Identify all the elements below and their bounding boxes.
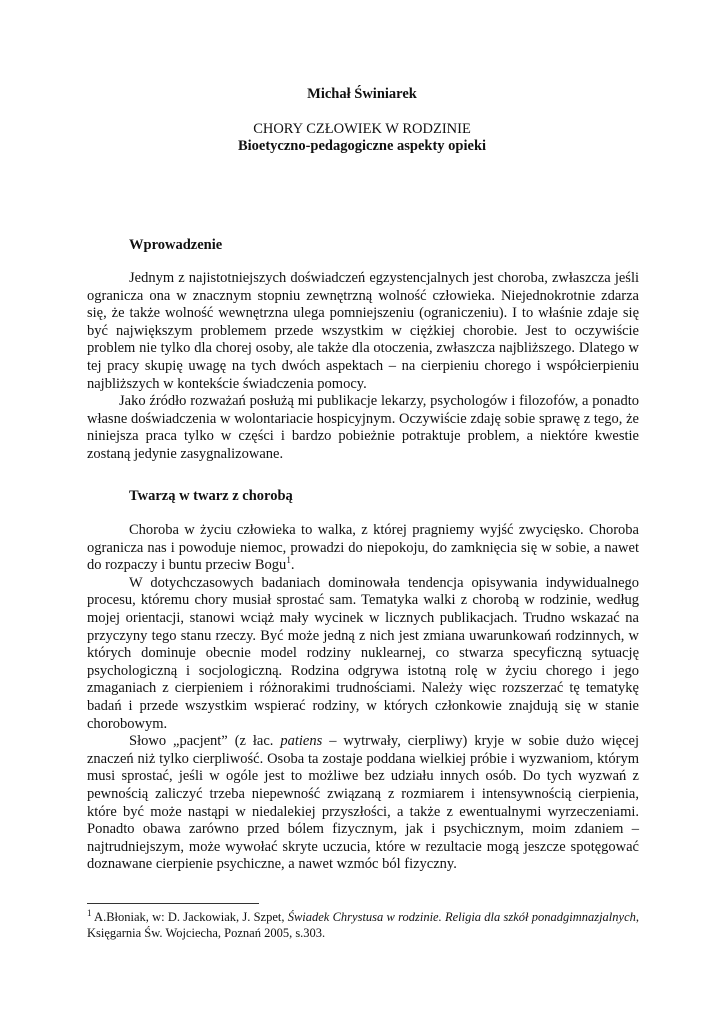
footnote [87, 909, 639, 941]
paragraph-text: – wytrwały, cierpliwy) kryje w sobie dużo więcej znaczeń niż tylko cierpliwość. Osoba ta zostaje poddana wielkiej próbie i wyzwaniom, którym musi sprostać, jeśli w ogóle jest to możliwe bez udziału innych osób. Do tych wyzwań z pewnością zaliczyć trzeba niepewność związaną z rozmiarem i intensywnością cierpienia, które być może nastąpi w niedalekiej przyszłości, a także z ewentualnymi wyrzeczeniami. Ponadto obawa zarówno przed bólem fizycznym, jak i psychicznym, moim zdaniem – najtrudniejszym, może wywołać skryte uczucia, które w rezultacie mogą jeszcze spotęgować doznawane cierpienie psychiczne, a nawet wzmóc ból fizyczny. [87, 733, 639, 873]
section-face-to-face-body [87, 522, 639, 874]
paragraph-text: Choroba w życiu człowieka to walka, z której pragniemy wyjść zwycięsko. Choroba ogranicza nas i powoduje niemoc, prowadzi do niepokoju, do zamknięcia się w sobie, a nawet do rozpaczy i buntu przeciw Bogu [87, 522, 639, 574]
footnote-text: A.Błoniak, w: D. Jackowiak, J. Szpet, [91, 910, 288, 924]
paragraph-text: Słowo „pacjent” (z łac. [129, 733, 281, 750]
paragraph: W dotychczasowych badaniach dominowała tendencja opisywania indywidualnego procesu, któremu chory musiał sprostać sam. Tematyka walki z chorobą w rodzinie, według mojej orientacji, stanowi wciąż mały wycinek w licznych publikacjach. Trudno wskazać na przyczyny tego stanu rzeczy. Być może jedną z nich jest zmiana uwarunkowań rodzinnych, w których dominuje obecnie model rodziny nuklearnej, co stwarza specyficzną sytuację psychologiczną i socjologiczną. Rodzina odgrywa istotną rolę w życiu chorego i jego zmaganiach z cierpieniem i różnorakimi trudnościami. Należy więc rozszerzać tę tematykę badań i przede wszystkim wspierać rodziny, w których członkowie znajdują się w stanie chorobowym. [87, 574, 639, 732]
section-heading-introduction: Wprowadzenie [129, 237, 223, 253]
author-name: Michał Świniarek [307, 86, 417, 102]
paragraph-text-end: . [290, 557, 295, 574]
footnote-number: 1 [87, 907, 92, 918]
paragraph [87, 733, 639, 874]
document-subtitle: Bioetyczno-pedagogiczne aspekty opieki [237, 138, 487, 154]
paragraph: Jako źródło rozważań posłużą mi publikacje lekarzy, psychologów i filozofów, a ponadto własne doświadczenia w wolontariacie hospicyjnym. Oczywiście zdaję sobie sprawę z tego, że niniejsza praca tylko w części i bardzo pobieżnie potraktuje problem, a niektóre kwestie zostaną jedynie zasygnalizowane. [87, 393, 639, 462]
footnote-text: , Księgarnia Św. Wojciecha, Poznań 2005, s.303. [87, 910, 639, 940]
section-heading-face-to-face: Twarzą w twarz z chorobą [129, 488, 293, 504]
paragraph: Jednym z najistotniejszych doświadczeń egzystencjalnych jest choroba, zwłaszcza jeśli ogranicza ona w znacznym stopniu zewnętrzną wolność człowieka. Niejednokrotnie zdarza się, że także wolność wewnętrzna ulega pomniejszeniu (ograniczeniu). I to właśnie zdaje się być największym problemem przede wszystkim w ciężkiej chorobie. Jest to oczywiście problem nie tylko dla chorej osoby, ale także dla otoczenia, zwłaszcza najbliższego. Dlatego w tej pracy skupię uwagę na tych dwóch aspektach – na cierpieniu chorego i współcierpieniu najbliższych w kontekście świadczenia pomocy. [87, 270, 639, 392]
footnote-divider [87, 903, 259, 904]
footnote-book-title: Świadek Chrystusa w rodzinie. Religia dla szkół ponadgimnazjalnych [287, 910, 636, 924]
section-introduction-body [87, 270, 639, 464]
paragraph [87, 522, 639, 575]
document-title: CHORY CZŁOWIEK W RODZINIE [253, 121, 471, 137]
latin-term: patiens [280, 733, 323, 750]
footnote-reference: 1 [286, 555, 291, 566]
